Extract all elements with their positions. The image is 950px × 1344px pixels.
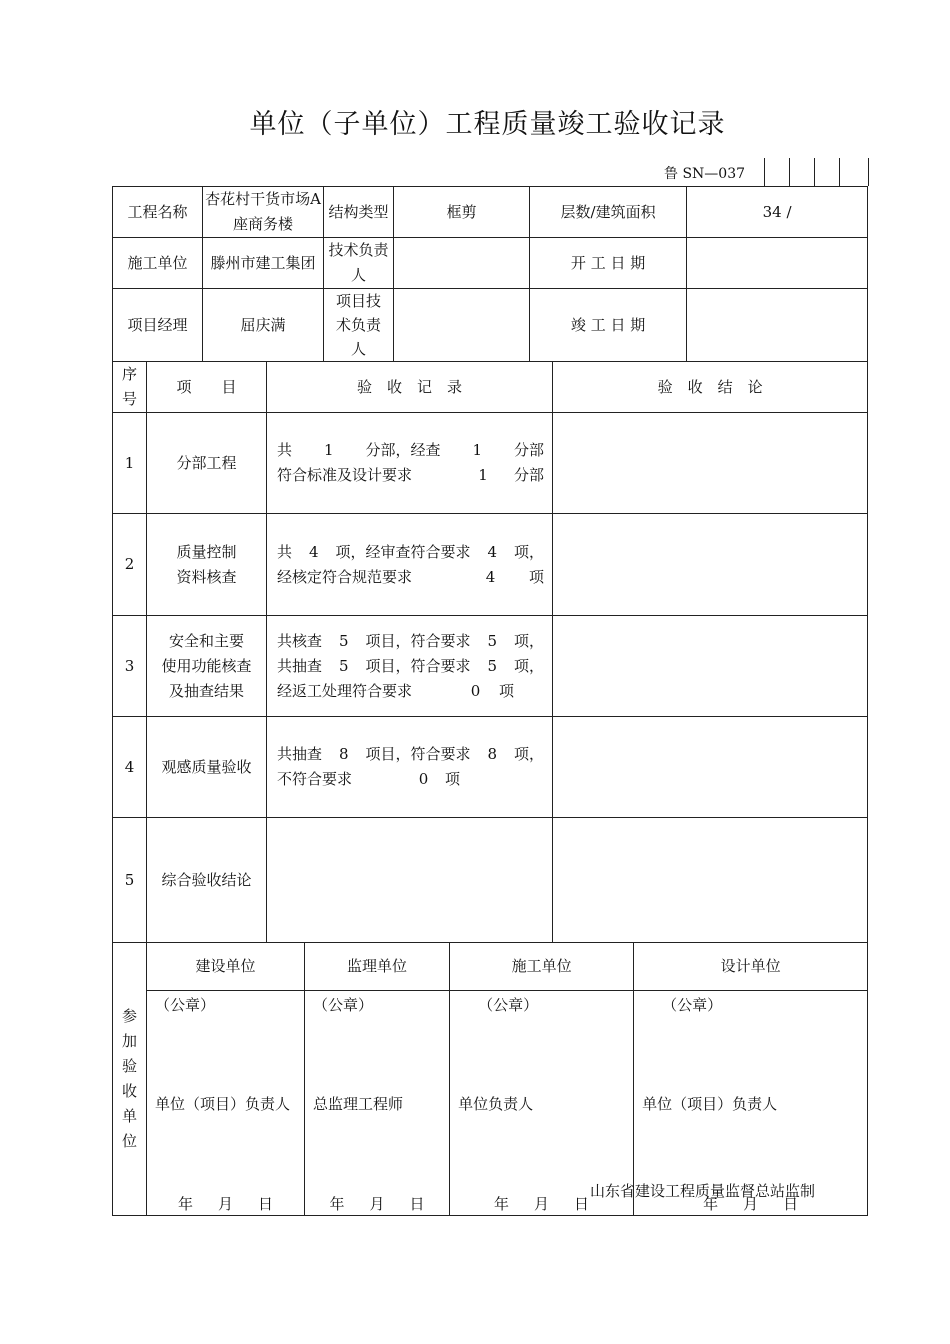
- date-month: 月: [217, 1195, 233, 1213]
- responsible-label: 单位（项目）负责人: [155, 1095, 291, 1113]
- floors-area-label: 层数/建筑面积: [530, 187, 687, 238]
- start-date-label: 开 工 日 期: [530, 238, 687, 289]
- table-row: [113, 514, 868, 616]
- record-line: [277, 629, 544, 654]
- project-name-value[interactable]: 杏花村干货市场A座商务楼: [203, 187, 324, 238]
- contractor-label: 施工单位: [113, 238, 203, 289]
- header-row-project: [113, 187, 868, 238]
- table-row: [113, 413, 868, 514]
- participant-unit-name: 监理单位: [305, 943, 450, 991]
- seal-label: （公章）: [662, 996, 723, 1014]
- code-box[interactable]: [765, 158, 790, 186]
- record-count[interactable]: 8: [487, 745, 498, 763]
- code-box[interactable]: [790, 158, 815, 186]
- document-title: 单位（子单位）工程质量竣工验收记录: [249, 109, 726, 140]
- record-text: 项: [445, 770, 461, 788]
- completion-date-value[interactable]: [687, 289, 868, 362]
- date-year: 年: [177, 1195, 193, 1213]
- form-code: 鲁 SN—037: [664, 166, 746, 182]
- row-record: [267, 514, 553, 616]
- row-seq: 2: [113, 514, 147, 616]
- record-text: 项，经审查符合要求: [335, 542, 471, 561]
- signature-date: [305, 1194, 449, 1214]
- date-month: 月: [369, 1195, 385, 1213]
- seq-column-header: 序 号: [113, 362, 147, 413]
- record-text: 分部，经查: [365, 441, 441, 459]
- code-boxes: [764, 158, 840, 186]
- date-year: 年: [703, 1195, 719, 1213]
- record-text: 项，: [514, 656, 545, 675]
- structure-type-value[interactable]: 框剪: [394, 187, 530, 238]
- item-column-header: 项 目: [147, 362, 267, 413]
- signature-cell[interactable]: [305, 991, 450, 1216]
- record-line: [277, 540, 544, 565]
- participants-label: 参 加 验 收 单 位: [113, 943, 147, 1216]
- row-item: 安全和主要 使用功能核查 及抽查结果: [147, 616, 267, 717]
- project-name-label: 工程名称: [113, 187, 203, 238]
- row-item: 分部工程: [147, 413, 267, 514]
- record-text: 项: [529, 567, 545, 586]
- record-line: [277, 654, 544, 679]
- seal-label: （公章）: [155, 996, 216, 1014]
- header-row-contractor: [113, 238, 868, 289]
- contractor-value[interactable]: 滕州市建工集团: [203, 238, 324, 289]
- record-text: 不符合要求: [277, 770, 353, 788]
- structure-type-label: 结构类型: [324, 187, 394, 238]
- record-count[interactable]: 1: [324, 441, 334, 459]
- record-count[interactable]: 4: [309, 542, 319, 561]
- record-line: [277, 438, 544, 463]
- pm-label: 项目经理: [113, 289, 203, 362]
- row-record: [267, 717, 553, 818]
- row-item: 观感质量验收: [147, 717, 267, 818]
- form-code-row: [0, 158, 950, 186]
- responsible-label: 总监理工程师: [313, 1095, 404, 1113]
- header-row-manager: [113, 289, 868, 362]
- table-row: [113, 616, 868, 717]
- record-count[interactable]: 5: [339, 656, 349, 675]
- row-conclusion[interactable]: [553, 413, 868, 514]
- record-count[interactable]: 4: [485, 567, 496, 586]
- row-record: [267, 413, 553, 514]
- record-text: 共: [277, 441, 293, 459]
- row-conclusion[interactable]: [553, 818, 868, 943]
- record-count[interactable]: 5: [487, 631, 498, 650]
- record-line: [277, 767, 544, 792]
- date-year: 年: [329, 1195, 345, 1213]
- conclusion-column-header: 验 收 结 论: [553, 362, 868, 413]
- seal-label: （公章）: [313, 996, 374, 1014]
- project-tech-lead-value[interactable]: [394, 289, 530, 362]
- record-count[interactable]: 0: [418, 770, 429, 788]
- participant-unit-name: 建设单位: [147, 943, 305, 991]
- date-day: 日: [409, 1195, 425, 1213]
- signature-cell[interactable]: [147, 991, 305, 1216]
- date-month: 月: [743, 1195, 759, 1213]
- code-box[interactable]: [815, 158, 840, 186]
- row-record[interactable]: [267, 818, 553, 943]
- responsible-label: 单位（项目）负责人: [642, 1095, 778, 1113]
- participants-header-row: [113, 943, 868, 991]
- record-text: 项目，符合要求: [365, 631, 471, 650]
- record-text: 分部: [514, 441, 545, 459]
- row-conclusion[interactable]: [553, 717, 868, 818]
- date-year: 年: [494, 1195, 510, 1213]
- acceptance-form-table: [112, 186, 868, 1216]
- start-date-value[interactable]: [687, 238, 868, 289]
- record-text: 项，: [514, 631, 545, 650]
- row-item: 综合验收结论: [147, 818, 267, 943]
- row-record: [267, 616, 553, 717]
- table-row: [113, 818, 868, 943]
- record-line: [277, 742, 544, 767]
- signature-date: [147, 1194, 304, 1214]
- date-day: 日: [574, 1195, 590, 1213]
- date-day: 日: [783, 1195, 799, 1213]
- responsible-label: 单位负责人: [458, 1095, 534, 1113]
- floors-area-value[interactable]: 34 /: [687, 187, 868, 238]
- footer-issuer: 山东省建设工程质量监督总站监制: [590, 1182, 816, 1200]
- record-text: 项目，符合要求: [365, 745, 471, 763]
- record-text: 共抽查: [277, 745, 323, 763]
- row-seq: 3: [113, 616, 147, 717]
- row-item: 质量控制 资料核查: [147, 514, 267, 616]
- participant-unit-name: 设计单位: [634, 943, 868, 991]
- seal-label: （公章）: [478, 996, 539, 1014]
- record-count[interactable]: 5: [487, 656, 498, 675]
- record-text: 项，: [514, 542, 545, 561]
- participant-unit-name: 施工单位: [450, 943, 634, 991]
- record-text: 项目，符合要求: [365, 656, 471, 675]
- record-count[interactable]: 1: [478, 466, 488, 484]
- row-seq: 5: [113, 818, 147, 943]
- project-tech-lead-label: 项目技术负责人: [324, 289, 394, 362]
- record-text: 分部: [514, 466, 545, 484]
- record-text: 项: [499, 681, 515, 700]
- record-count[interactable]: 1: [472, 441, 483, 459]
- record-text: 共核查: [277, 631, 323, 650]
- date-month: 月: [534, 1195, 550, 1213]
- column-header-row: [113, 362, 868, 413]
- record-line: [277, 463, 544, 488]
- record-text: 经返工处理符合要求: [277, 681, 413, 700]
- row-conclusion[interactable]: [553, 616, 868, 717]
- record-count[interactable]: 8: [339, 745, 349, 763]
- row-seq: 1: [113, 413, 147, 514]
- record-line: [277, 565, 544, 590]
- record-line: [277, 679, 544, 704]
- record-count[interactable]: 4: [487, 542, 498, 561]
- record-column-header: 验 收 记 录: [267, 362, 553, 413]
- pm-value[interactable]: 屈庆满: [203, 289, 324, 362]
- date-day: 日: [257, 1195, 273, 1213]
- record-text: 符合标准及设计要求: [277, 466, 413, 484]
- row-seq: 4: [113, 717, 147, 818]
- row-conclusion[interactable]: [553, 514, 868, 616]
- completion-date-label: 竣 工 日 期: [530, 289, 687, 362]
- table-row: [113, 717, 868, 818]
- right-edge-line: [868, 158, 869, 186]
- record-count[interactable]: 5: [339, 631, 349, 650]
- record-text: 经核定符合规范要求: [277, 567, 413, 586]
- record-text: 共抽查: [277, 656, 323, 675]
- tech-lead-value[interactable]: [394, 238, 530, 289]
- record-text: 项，: [514, 745, 545, 763]
- tech-lead-label: 技术负责人: [324, 238, 394, 289]
- record-text: 共: [277, 542, 293, 561]
- record-count[interactable]: 0: [470, 681, 481, 700]
